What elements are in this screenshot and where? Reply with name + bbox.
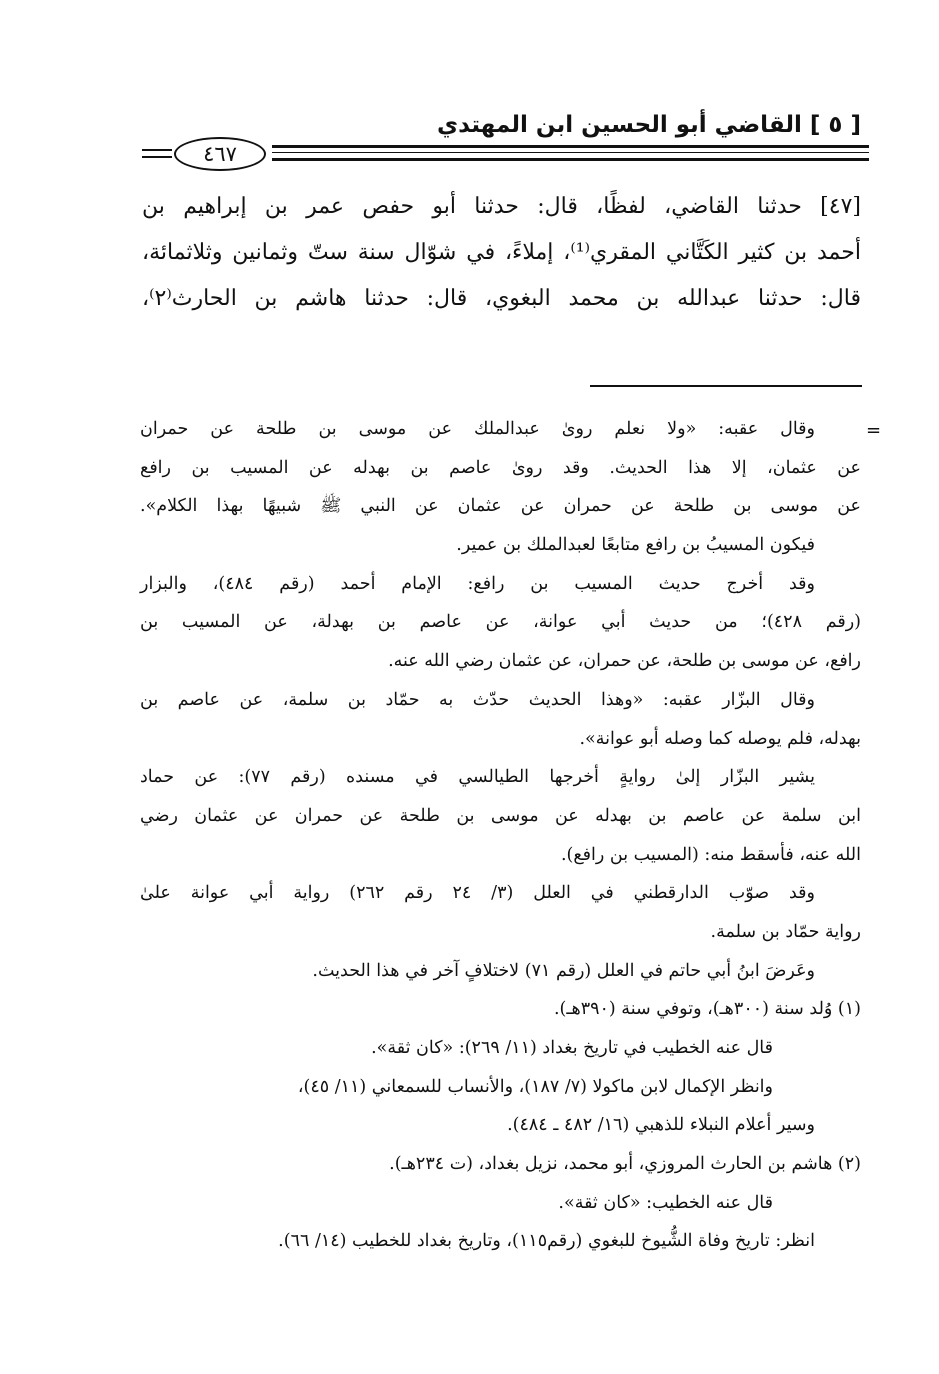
footnote-line: وانظر الإكمال لابن ماكولا (٧/ ١٨٧)، والأنساب للسمعاني (١١/ ٤٥)،: [297, 1076, 773, 1097]
footnotes: [140, 410, 861, 1261]
running-title: [ ٥ ] القاضي أبو الحسين ابن المهتدي: [437, 112, 861, 138]
footnote-separator: [590, 385, 862, 387]
footnote-1-line: (١) وُلد سنة (٣٠٠هـ)، وتوفي سنة (٣٩٠هـ).: [553, 999, 861, 1020]
main-line: أحمد بن كثير الكَتَّاني المقري⁽¹⁾، إملاءً، في شوّال سنة ستّ وثمانين وثلاثمائة،: [142, 240, 861, 265]
footnote-line: انظر: تاريخ وفاة الشُّيوخ للبغوي (رقم١١٥)، وتاريخ بغداد للخطيب (١٤/ ٦٦).: [278, 1231, 815, 1252]
footnote-2-line: (٢) هاشم بن الحارث المروزي، أبو محمد، نزيل بغداد، (ت ٢٣٤هـ).: [389, 1154, 861, 1175]
header-rule-top: [272, 145, 869, 148]
header-dash-upper: [142, 149, 172, 151]
footnote-line: وقد أخرج حديث المسيب بن رافع: الإمام أحمد (رقم ٤٨٤)، والبزار: [140, 573, 815, 594]
header-dash-lower: [142, 156, 172, 158]
footnote-line: ابن سلمة عن عاصم بن بهدله عن موسى بن طلحة عن حمران عن عثمان رضي: [140, 805, 861, 826]
main-text: [142, 184, 861, 322]
footnote-line: وقال عقبه: «ولا نعلم روىٰ عبدالملك عن موسى بن طلحة عن حمران: [140, 419, 815, 439]
footnote-line: يشير البزّار إلىٰ روايةٍ أخرجها الطيالسي في مسنده (رقم ٧٧): عن حماد: [140, 767, 815, 788]
footnote-line: قال عنه الخطيب: «كان ثقة».: [558, 1192, 773, 1213]
footnote-line: رواية حمّاد بن سلمة.: [710, 921, 861, 942]
footnote-line: قال عنه الخطيب في تاريخ بغداد (١١/ ٢٦٩): «كان ثقة».: [371, 1038, 773, 1058]
header-rule-middle: [272, 152, 869, 153]
footnote-line: الله عنه، فأسقط منه: (المسيب بن رافع).: [560, 844, 861, 865]
footnote-line: (رقم ٤٢٨)؛ من حديث أبي عوانة، عن عاصم بن بهدلة، عن المسيب بن: [140, 612, 862, 633]
page-number: ٤٦٧: [203, 142, 237, 166]
main-line: [٤٧] حدثنا القاضي، لفظًا، قال: حدثنا أبو حفص عمر بن إبراهيم بن: [142, 194, 861, 219]
main-line: قال: حدثنا عبدالله بن محمد البغوي، قال: حدثنا هاشم بن الحارث⁽٢⁾،: [142, 286, 861, 311]
footnote-line: وسير أعلام النبلاء للذهبي (١٦/ ٤٨٢ ـ ٤٨٤).: [507, 1115, 815, 1136]
footnote-line: وقد صوّب الدارقطني في العلل (٣/ ٢٤ رقم ٢٦٢) رواية أبي عوانة علىٰ: [140, 883, 815, 904]
page-number-oval: [174, 137, 266, 171]
footnote-line: رافع، عن موسى بن طلحة، عن حمران، عن عثمان رضي الله عنه.: [388, 651, 861, 672]
footnote-line: فيكون المسيبُ بن رافع متابعًا لعبدالملك بن عمير.: [456, 535, 815, 556]
footnote-line: وعَرضَ ابنُ أبي حاتم في العلل (رقم ٧١) لاختلافٍ آخر في هذا الحديث.: [312, 960, 815, 981]
header-rule-bottom: [272, 158, 869, 161]
footnote-line: عن عثمان، إلا هذا الحديث. وقد روىٰ عاصم بن بهدله عن المسيب بن رافع: [140, 457, 861, 478]
footnote-line: وقال البزّار عقبه: «وهذا الحديث حدّث به حمّاد بن سلمة، عن عاصم بن: [140, 689, 815, 710]
footnote-line: بهدله، فلم يوصله كما وصله أبو عوانة».: [579, 728, 861, 749]
footnote-line: عن موسى بن طلحة عن حمران عن عثمان عن النبي ﷺ شبيهًا بهذا الكلام».: [140, 496, 861, 517]
continuation-mark: =: [866, 420, 882, 441]
